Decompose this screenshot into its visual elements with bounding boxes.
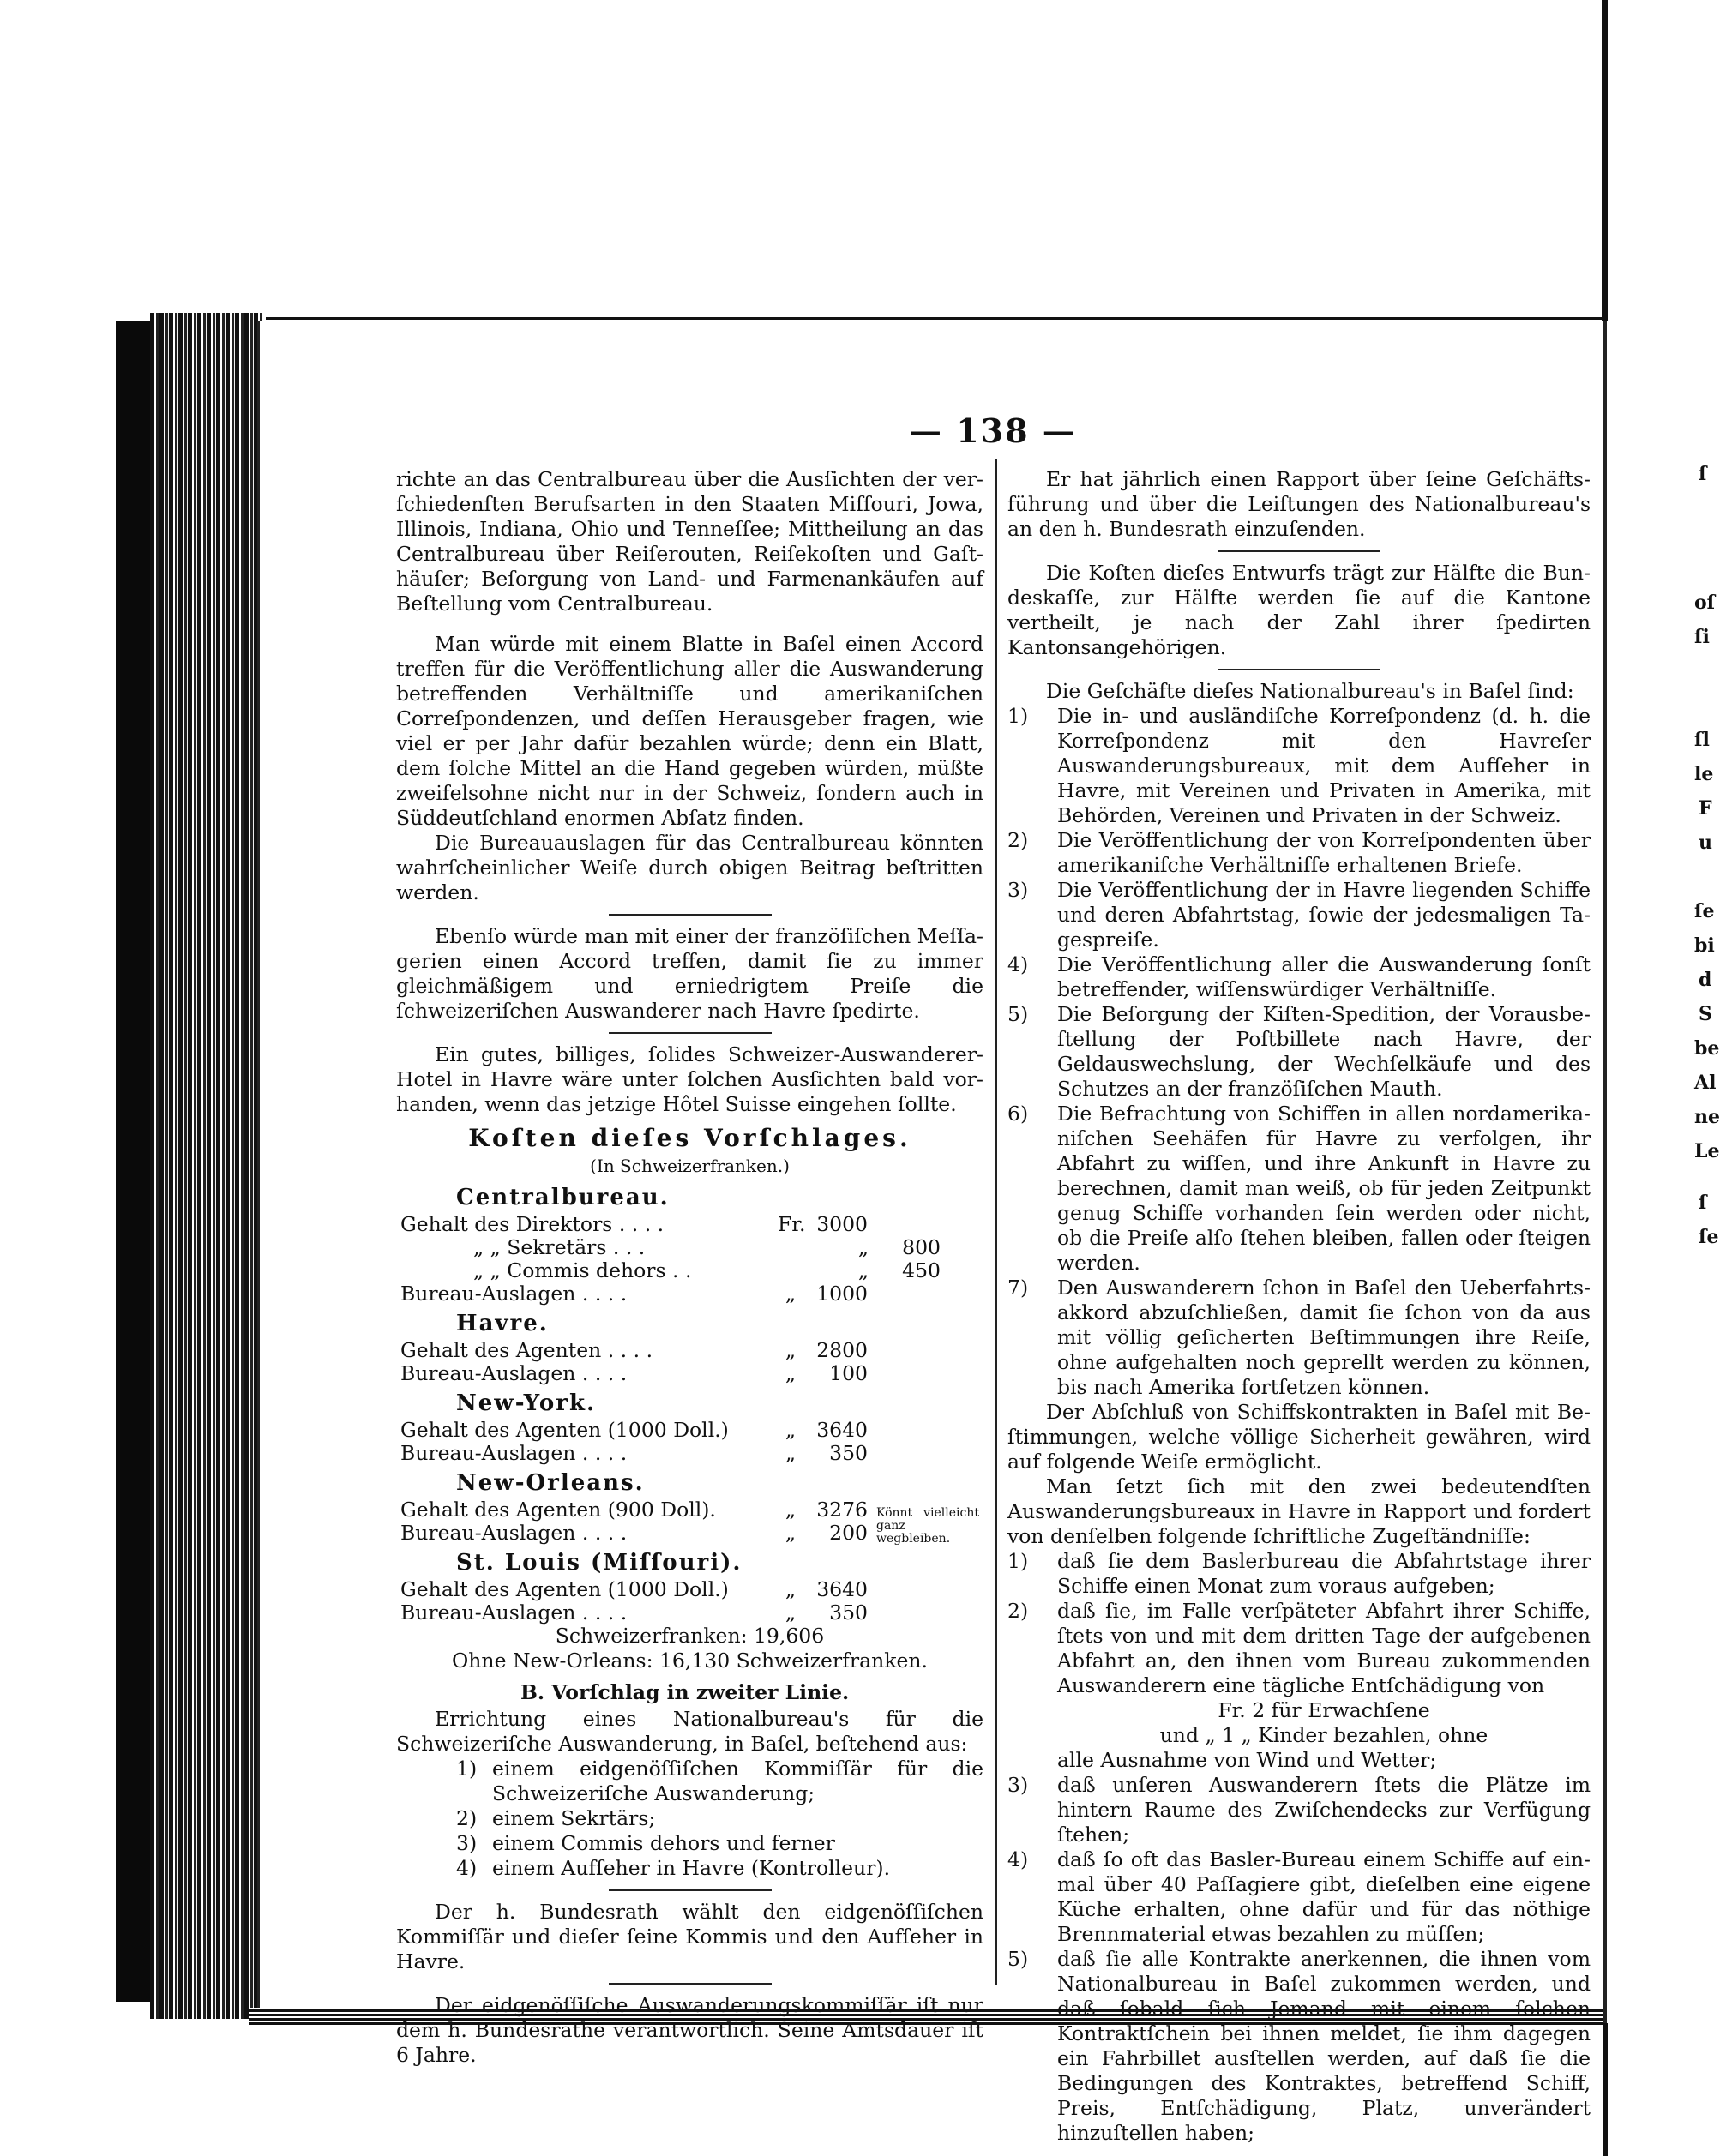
paragraph: Er hat jährlich einen Rapport über ſeine Geſchäftsführung und über die Leiſtungen des Nationalbureau's an den h. Bundesrath einzuſenden. — [1007, 467, 1591, 541]
cost-label: „ „ Sekretärs . . . — [473, 1235, 646, 1259]
paragraph: Die Koſten dieſes Entwurfs trägt zur Hälfte die Bundeskaſſe, zur Hälfte werden ſie auf die Kantone vertheilt, je nach der Zahl ihrer ſpedirten Kantonsangehörigen. — [1007, 561, 1591, 659]
fragment: u — [1699, 832, 1712, 854]
cost-currency: Fr. — [778, 1212, 806, 1236]
fragment: F — [1699, 797, 1712, 820]
cost-label: Bureau-Auslagen . . . . — [400, 1600, 628, 1625]
fragment: oſ — [1694, 592, 1716, 614]
concessions-list — [1007, 1549, 1591, 2146]
list-item: 6) Die Befrachtung von Schiffen in allen nordamerikaniſchen Seehäfen für Havre zu verfolgen, ihr Abfahrt zu wiſſen, und ihre Ankunft in Havre zu berechnen, damit man weiß, ob für jeden Zeitpunkt genug Schiffe vorhanden ſein werden oder nicht, ob die Preiſe alſo ſtehen bleiben, fallen oder ſteigen werden. — [1007, 1102, 1591, 1275]
rate-line: und „ 1 „ Kinder bezahlen, ohne — [1159, 1723, 1488, 1747]
page-number: — 138 — — [909, 411, 1077, 450]
cost-amount: 200 — [829, 1521, 868, 1545]
list-item: 4) daß ſo oft das Basler-Bureau einem Schiffe auf einmal über 40 Paſſagiere gibt, dieſelben eine eigene Küche erhalten, ohne dafür und für das nöthige Brennmaterial etwas bezahlen zu müſſen; — [1007, 1847, 1591, 1946]
paragraph: Der eidgenöſſiſche Auswanderungskommiſſär iſt nur dem h. Bundesrathe verantwortlich. Seine Amtsdauer iſt 6 Jahre. — [396, 1993, 983, 2067]
cost-label: Gehalt des Agenten (1000 Doll.) — [400, 1577, 729, 1601]
cost-amount: 100 — [829, 1361, 868, 1385]
fragment: ne — [1694, 1106, 1720, 1128]
cost-currency: „ — [785, 1441, 797, 1465]
list-item: 1) Die in- und ausländiſche Korreſpondenz (d. h. die Korreſpondenz mit den Havreſer Auswanderungsbureaux, mit dem Aufſeher in Havre, mit Vereinen und Privaten in Amerika, mit Behörden, Vereinen und Privaten in der Schweiz. — [1007, 704, 1591, 827]
cost-row — [396, 1235, 983, 1258]
cost-currency: „ — [785, 1521, 797, 1545]
new-orleans-note: Könnt vielleicht ganz wegbleiben. — [876, 1506, 979, 1546]
bureau-members-list — [396, 1757, 983, 1881]
cost-row — [396, 1577, 983, 1600]
cost-label: Bureau-Auslagen . . . . — [400, 1282, 628, 1306]
paragraph: Man würde mit einem Blatte in Baſel einen Accord treffen für die Veröffentlichung aller die Auswanderung betreffenden Verhältniſſe und amerikaniſchen Correſpondenzen, und deſſen Herausgeber fragen, wie viel er per Jahr dafür bezahlen würde; denn ein Blatt, dem ſolche Mittel an die Hand gegeben würden, müßte zweifelsohne nicht nur in der Schweiz, ſondern auch in Süddeutſchland enormen Abſatz finden. — [396, 632, 983, 830]
list-item: 2) einem Sekrtärs; — [456, 1806, 656, 1830]
paragraph: Der h. Bundesrath wählt den eidgenöſſiſchen Kommiſſär und dieſer ſeine Kommis und den Aufſeher in Havre. — [396, 1900, 983, 1973]
fragment: Al — [1694, 1072, 1717, 1094]
cost-row — [396, 1338, 983, 1361]
fragment: ſe — [1699, 1226, 1719, 1248]
cost-currency: „ — [785, 1361, 797, 1385]
cost-section-title: New-Orleans. — [456, 1470, 645, 1496]
cost-label: Bureau-Auslagen . . . . — [400, 1521, 628, 1545]
fragment: ſi — [1694, 626, 1710, 648]
cost-currency: „ — [857, 1235, 869, 1259]
fragment: Le — [1694, 1140, 1720, 1162]
separator-rule — [1218, 669, 1380, 670]
cost-total: Schweizerfranken: 19,606 — [555, 1624, 825, 1648]
list-item: 3) daß unſeren Auswanderern ſtets die Plätze im hintern Raume des Zwiſchendecks zur Verfügung ſtehen; — [1007, 1773, 1591, 1847]
list-item: 3) einem Commis dehors und ferner — [456, 1831, 835, 1855]
rate-line: alle Ausnahme von Wind und Wetter; — [1057, 1748, 1437, 1772]
cost-amount: 3276 — [816, 1498, 868, 1522]
cost-currency: „ — [785, 1498, 797, 1522]
list-item: 5) daß ſie alle Kontrakte anerkennen, die ihnen vom Nationalbureau in Baſel zukommen werden, und daß ſobald ſich Jemand mit einem ſolchen Kontraktſchein bei ihnen meldet, ſie ihm dagegen ein Fahrbillet ausſtellen werden, auf daß ſie die Bedingungen des Kontraktes, betreffend Schiff, Preis, Entſchädigung, Platz, unverändert hinzuſtellen haben; — [1007, 1947, 1591, 2145]
cost-label: Gehalt des Agenten (900 Doll). — [400, 1498, 716, 1522]
list-item: 3) Die Veröffentlichung der in Havre liegenden Schiffe und deren Abfahrtstag, ſowie der jedesmaligen Tagespreiſe. — [1007, 878, 1591, 952]
section-b-heading: B. Vorſchlag in zweiter Linie. — [520, 1680, 850, 1704]
scan-border-bottom — [1603, 2023, 1608, 2156]
paragraph: Die Geſchäfte dieſes Nationalbureau's in Baſel ſind: — [1046, 679, 1574, 703]
page-right-edge — [1603, 321, 1607, 2023]
list-item: 4) einem Aufſeher in Havre (Kontrolleur). — [456, 1856, 891, 1880]
cost-amount: 450 — [902, 1258, 941, 1282]
rate-line: Fr. 2 für Erwachſene — [1218, 1698, 1430, 1722]
cost-currency: „ — [857, 1258, 869, 1282]
cost-amount: 350 — [829, 1600, 868, 1625]
paragraph: Ein gutes, billiges, ſolides Schweizer-Auswanderer-Hotel in Havre wäre unter ſolchen Ausſichten bald vorhanden, wenn das jetzige Hôtel Suisse eingehen ſollte. — [396, 1042, 983, 1116]
cost-currency: „ — [785, 1600, 797, 1625]
fragment: ſe — [1694, 900, 1715, 922]
fragment: bi — [1694, 934, 1715, 957]
fragment: be — [1694, 1037, 1720, 1060]
cost-label: Gehalt des Agenten . . . . — [400, 1338, 653, 1362]
book-page-edges — [150, 313, 262, 2019]
cost-label: Bureau-Auslagen . . . . — [400, 1361, 628, 1385]
paragraph: Man ſetzt ſich mit den zwei bedeutendſten Auswanderungsbureaux in Havre in Rapport und fordert von denſelben folgende ſchriftliche Zugeſtändniſſe: — [1007, 1474, 1591, 1548]
scan-border-top — [1602, 0, 1608, 321]
cost-currency: „ — [785, 1418, 797, 1442]
cost-label: Bureau-Auslagen . . . . — [400, 1441, 628, 1465]
list-item: 1) daß ſie dem Baslerbureau die Abfahrtstage ihrer Schiffe einen Monat zum voraus aufgeben; — [1007, 1549, 1591, 1598]
cost-label: Gehalt des Agenten (1000 Doll.) — [400, 1418, 729, 1442]
list-item: 2) daß ſie, im Falle verſpäteter Abfahrt ihrer Schiffe, ſtets von und mit dem dritten Tage der aufgebenen Abfahrt an, den ihnen vom Bureau zukommenden Auswanderern eine tägliche Entſchädigung von Fr. 2 für Erwachſene und „ 1 „ Kinder bezahlen, ohne alle Ausnahme von Wind und Wetter; — [1007, 1599, 1591, 1772]
fragment: ſ — [1699, 463, 1707, 485]
list-item: 1) einem eidgenöſſiſchen Kommiſſär für die Schweizeriſche Auswanderung; — [456, 1757, 983, 1805]
fragment: S — [1699, 1003, 1712, 1025]
cost-amount: 800 — [902, 1235, 941, 1259]
cost-row — [396, 1441, 983, 1464]
cost-row — [396, 1282, 983, 1305]
list-item: 7) Den Auswanderern ſchon in Baſel den Ueberfahrtsakkord abzuſchließen, damit ſie ſchon von da aus mit völlig geſicherten Beſtimmungen ihre Reiſe, ohne aufgehalten noch geprellt werden zu können, bis nach Amerika fortſetzen können. — [1007, 1276, 1591, 1399]
cost-amount: 3000 — [816, 1212, 868, 1236]
cost-amount: 3640 — [816, 1418, 868, 1442]
cost-row — [396, 1361, 983, 1384]
paragraph: Ebenſo würde man mit einer der franzöſiſchen Meſſagerien einen Accord treffen, damit ſie zu immer gleichmäßigem und erniedrigtem Preiſe die ſchweizeriſchen Auswanderer nach Havre ſpedirte. — [396, 924, 983, 1023]
list-item: 5) Die Beſorgung der Kiſten-Spedition, der Vorausbeſtellung der Poſtbillete nach Havre, der Geldauswechslung, der Wechſelkäufe und des Schutzes an der franzöſiſchen Mauth. — [1007, 1002, 1591, 1101]
cost-amount: 1000 — [816, 1282, 868, 1306]
cost-total-without-new-orleans: Ohne New-Orleans: 16,130 Schweizerfranken. — [452, 1649, 928, 1673]
separator-rule — [609, 1983, 772, 1985]
cost-amount: 3640 — [816, 1577, 868, 1601]
right-column — [1007, 467, 1591, 2146]
cost-label: „ „ Commis dehors . . — [473, 1258, 692, 1282]
paragraph: richte an das Centralbureau über die Ausſichten der verſchiedenſten Berufsarten in den Staaten Miſſouri, Jowa, Illinois, Indiana, Ohio und Tenneſſee; Mittheilung an das Centralbureau über Reiſerouten, Reiſekoſten und Gaſthäuſer; Beſorgung von Land- und Farmenankäufen auf Beſtellung vom Centralbureau. — [396, 467, 983, 616]
fragment: ſl — [1694, 729, 1710, 751]
cost-currency: „ — [785, 1577, 797, 1601]
cost-section-title: St. Louis (Miſſouri). — [456, 1550, 743, 1576]
paragraph: Die Bureauauslagen für das Centralbureau könnten wahrſcheinlicher Weiſe durch obigen Beitrag beſtritten werden. — [396, 831, 983, 904]
paragraph: Der Abſchluß von Schiffskontrakten in Baſel mit Beſtimmungen, welche völlige Sicherheit gewähren, wird auf folgende Weiſe ermöglicht. — [1007, 1400, 1591, 1474]
list-item: 4) Die Veröffentlichung aller die Auswanderung ſonſt betreffender, wiſſenswürdiger Verhältniſſe. — [1007, 952, 1591, 1001]
list-item: 2) Die Veröffentlichung der von Korreſpondenten über amerikaniſche Verhältniſſe erhaltenen Briefe. — [1007, 828, 1591, 877]
cost-row — [396, 1212, 983, 1235]
cost-row — [396, 1258, 983, 1282]
cost-section-title: Centralbureau. — [456, 1185, 670, 1210]
column-divider — [995, 459, 997, 1985]
bureau-duties-list — [1007, 704, 1591, 1400]
costs-heading: Koſten dieſes Vorſchlages. — [468, 1124, 911, 1152]
costs-subheading: (In Schweizerfranken.) — [590, 1156, 790, 1176]
paragraph: Errichtung eines Nationalbureau's für die Schweizeriſche Auswanderung, in Baſel, beſtehend aus: — [396, 1707, 983, 1756]
cost-section-title: New-York. — [456, 1390, 597, 1416]
cost-currency: „ — [785, 1282, 797, 1306]
left-column — [396, 467, 983, 2068]
cost-currency: „ — [785, 1338, 797, 1362]
cost-section-title: Havre. — [456, 1311, 549, 1336]
separator-rule — [609, 914, 772, 916]
separator-rule — [609, 1032, 772, 1034]
fragment: d — [1699, 969, 1712, 991]
fragment: le — [1694, 763, 1714, 785]
cost-amount: 350 — [829, 1441, 868, 1465]
cost-row — [396, 1600, 983, 1624]
separator-rule — [1218, 550, 1380, 552]
page-top-edge — [266, 317, 1608, 320]
cost-row — [396, 1418, 983, 1441]
facing-page-fragment — [1609, 411, 1720, 2040]
separator-rule — [609, 1889, 772, 1891]
cost-label: Gehalt des Direktors . . . . — [400, 1212, 665, 1236]
concession-text: daß ſie, im Falle verſpäteter Abfahrt ihrer Schiffe, ſtets von und mit dem dritten Tage der aufgebenen Abfahrt an, den ihnen vom Bureau zukommenden Auswanderern eine tägliche Entſchädigung von — [1057, 1599, 1591, 1697]
fragment: ſ — [1699, 1192, 1707, 1214]
cost-amount: 2800 — [816, 1338, 868, 1362]
